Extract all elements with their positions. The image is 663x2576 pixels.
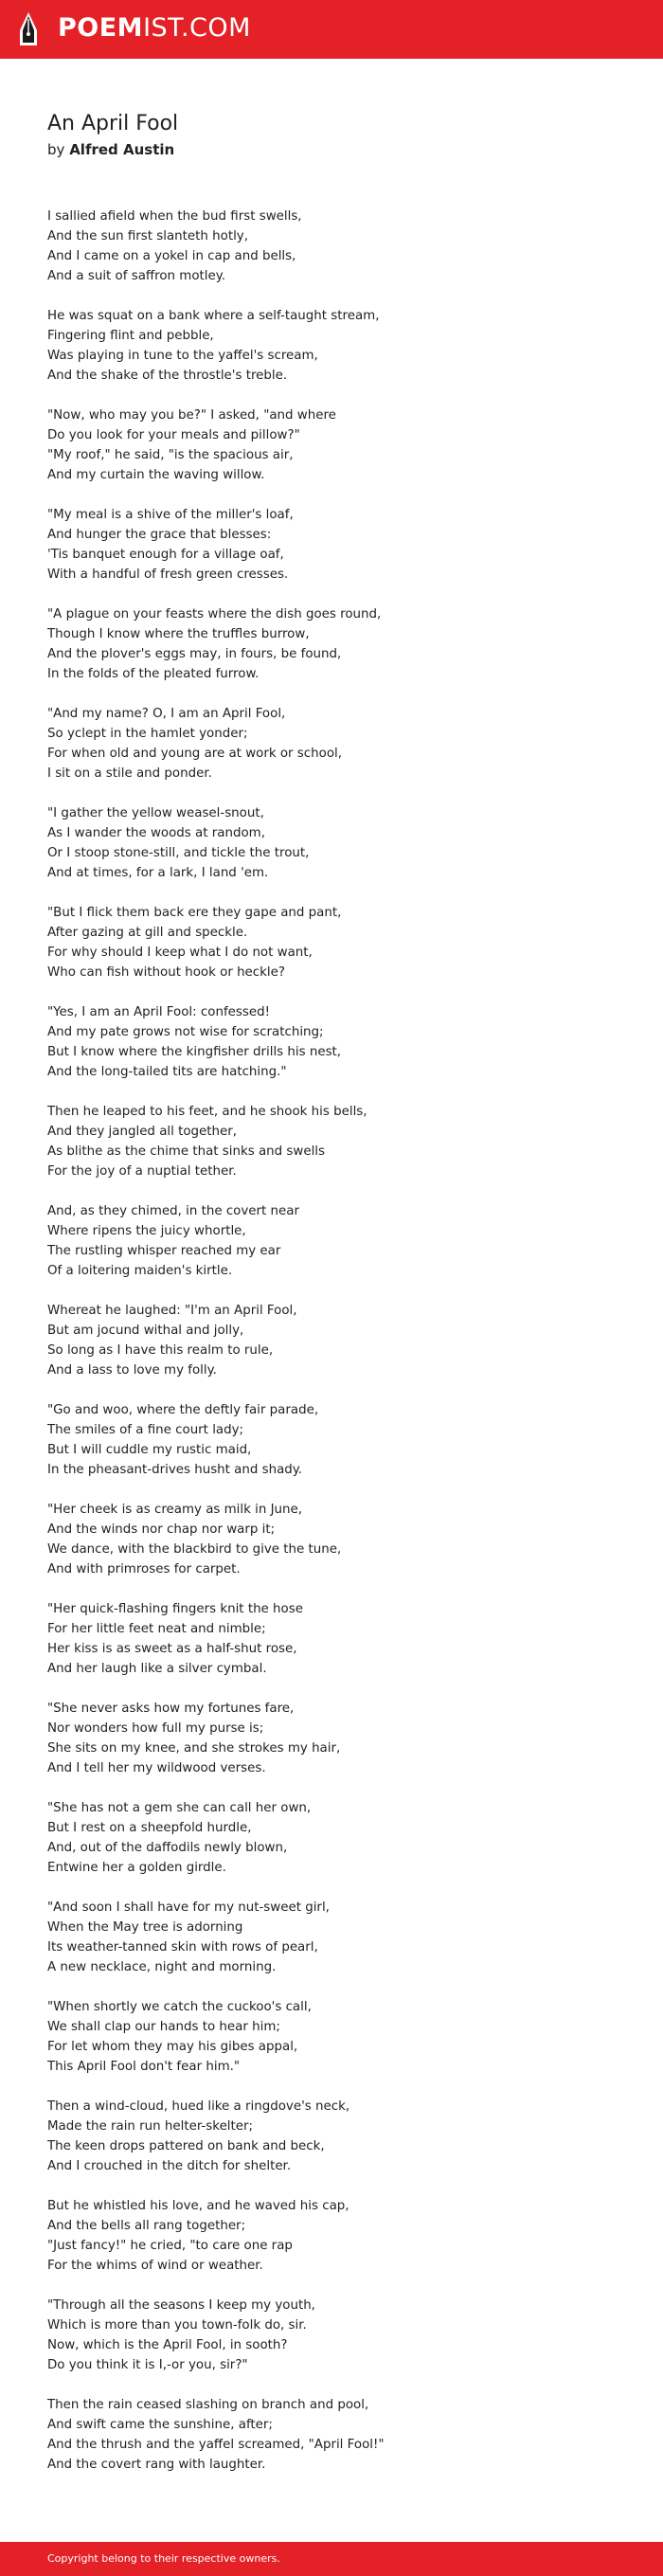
poem-line: "My meal is a shive of the miller's loaf, [47,508,294,522]
poem-stanza [47,1102,616,1181]
poem-line: "Her cheek is as creamy as milk in June, [47,1503,303,1517]
copyright-notice: Copyright belong to their respective owners. [47,2552,280,2565]
poem-line: For the joy of a nuptial tether. [47,1164,237,1179]
poem-line: Made the rain run helter-skelter; [47,2119,254,2134]
poem-stanza [47,1599,616,1679]
poem-line: But I rest on a sheepfold hurdle, [47,1821,252,1835]
poem-line: Though I know where the truffles burrow, [47,627,310,641]
by-label: by [47,141,65,158]
poem-line: A new necklace, night and morning. [47,1960,277,1974]
poem-line: "Yes, I am an April Fool: confessed! [47,1005,270,1019]
poem-title: An April Fool [47,112,179,135]
poem-body [47,207,616,2495]
poem-line: "A plague on your feasts where the dish goes round, [47,607,382,621]
poem-line: Entwine her a golden girdle. [47,1861,226,1875]
poem-line: She sits on my knee, and she strokes my hair, [47,1741,341,1756]
poem-line: And at times, for a lark, I land 'em. [47,866,269,880]
poem-line: And the plover's eggs may, in fours, be found, [47,647,342,661]
quill-pen-icon[interactable] [17,11,40,47]
poem-stanza [47,803,616,883]
poem-line: For when old and young are at work or school, [47,747,342,761]
poem-line: As I wander the woods at random, [47,826,265,840]
poem-stanza [47,903,616,982]
poem-line: For let whom they may his gibes appal, [47,2040,298,2054]
site-header [0,0,663,59]
poem-line: And the thrush and the yaffel screamed, "April Fool!" [47,2438,385,2452]
poem-line: Do you look for your meals and pillow?" [47,428,300,442]
poem-line: And the covert rang with laughter. [47,2458,266,2472]
site-logo[interactable] [58,12,251,45]
poem-line: And they jangled all together, [47,1125,238,1139]
poem-stanza [47,405,616,485]
poem-line: Her kiss is as sweet as a half-shut rose, [47,1642,297,1656]
poem-stanza [47,2196,616,2276]
poem-stanza [47,1699,616,1778]
logo-text-light: IST.COM [143,13,251,43]
poem-line: For why should I keep what I do not want, [47,946,313,960]
poem-line: "Through all the seasons I keep my youth, [47,2298,315,2313]
poem-line: In the folds of the pleated furrow. [47,667,260,681]
poem-line: We dance, with the blackbird to give the tune, [47,1542,342,1557]
poem-line: But am jocund withal and jolly, [47,1324,244,1338]
poem-line: "Now, who may you be?" I asked, "and where [47,408,336,423]
poem-stanza [47,1500,616,1579]
poem-line: "But I flick them back ere they gape and pant, [47,906,342,920]
poem-line: 'Tis banquet enough for a village oaf, [47,548,284,562]
poem-line: And my pate grows not wise for scratching; [47,1025,324,1039]
poem-line: And my curtain the waving willow. [47,468,265,482]
poem-byline [47,140,174,159]
poem-line: Was playing in tune to the yaffel's scream, [47,349,318,363]
poem-line: And a suit of saffron motley. [47,269,225,283]
poem-line: Then he leaped to his feet, and he shook his bells, [47,1105,367,1119]
poem-line: "And soon I shall have for my nut-sweet girl, [47,1900,330,1915]
poem-line: Do you think it is I,-or you, sir?" [47,2358,248,2372]
poem-line: Whereat he laughed: "I'm an April Fool, [47,1304,297,1318]
poem-line: He was squat on a bank where a self-taught stream, [47,309,380,323]
poem-line: "And my name? O, I am an April Fool, [47,707,286,721]
poem-line: And I came on a yokel in cap and bells, [47,249,296,263]
poem-line: In the pheasant-drives husht and shady. [47,1463,303,1477]
poem-stanza [47,1301,616,1380]
poem-line: And the sun first slanteth hotly, [47,229,248,243]
poem-line: But he whistled his love, and he waved his cap, [47,2199,349,2213]
poem-line: Of a loitering maiden's kirtle. [47,1264,233,1278]
poem-line: "Her quick-flashing fingers knit the hose [47,1602,303,1616]
poem-line: Who can fish without hook or heckle? [47,965,285,980]
poem-stanza [47,1798,616,1878]
poem-line: Where ripens the juicy whortle, [47,1224,246,1238]
poem-line: For her little feet neat and nimble; [47,1622,266,1636]
poem-line: And hunger the grace that blesses: [47,528,272,542]
poem-line: With a handful of fresh green cresses. [47,567,289,582]
poem-line: But I know where the kingfisher drills his nest, [47,1045,342,1059]
poem-stanza [47,1997,616,2077]
poem-stanza [47,704,616,784]
poem-line: And I tell her my wildwood verses. [47,1761,266,1775]
poem-stanza [47,604,616,684]
poem-line: "My roof," he said, "is the spacious air, [47,448,294,462]
poem-stanza [47,1002,616,1082]
poem-stanza [47,207,616,286]
site-footer [0,2542,663,2576]
poem-line: And, as they chimed, in the covert near [47,1204,299,1218]
poem-line: Or I stoop stone-still, and tickle the trout, [47,846,310,860]
poem-line: And I crouched in the ditch for shelter. [47,2159,292,2173]
poem-line: And a lass to love my folly. [47,1363,217,1378]
poem-line: "She never asks how my fortunes fare, [47,1702,295,1716]
poem-line: The rustling whisper reached my ear [47,1244,281,1258]
poem-line: So yclept in the hamlet yonder; [47,727,248,741]
poem-line: So long as I have this realm to rule, [47,1343,274,1358]
poem-line: After gazing at gill and speckle. [47,926,248,940]
poem-line: Fingering flint and pebble, [47,329,214,343]
poem-line: Then a wind-cloud, hued like a ringdove's neck, [47,2099,350,2114]
poem-line: The smiles of a fine court lady; [47,1423,244,1437]
poem-line: Which is more than you town-folk do, sir. [47,2318,307,2333]
poem-stanza [47,2296,616,2375]
poem-stanza [47,2395,616,2475]
poem-line: As blithe as the chime that sinks and swells [47,1144,325,1159]
poem-line: "She has not a gem she can call her own, [47,1801,312,1815]
poem-line: And with primroses for carpet. [47,1562,241,1576]
poem-line: "Just fancy!" he cried, "to care one rap [47,2239,293,2253]
poem-line: I sit on a stile and ponder. [47,766,212,781]
poem-line: And the long-tailed tits are hatching." [47,1065,287,1079]
poem-line: "I gather the yellow weasel-snout, [47,806,264,820]
poem-line: And the shake of the throstle's treble. [47,369,288,383]
poem-line: "When shortly we catch the cuckoo's call, [47,2000,312,2014]
poem-line: For the whims of wind or weather. [47,2259,263,2273]
poem-stanza [47,306,616,386]
poem-stanza [47,2097,616,2176]
poem-line: And her laugh like a silver cymbal. [47,1662,267,1676]
poem-line: And the winds nor chap nor warp it; [47,1522,276,1537]
poem-stanza [47,1400,616,1480]
poem-line: Its weather-tanned skin with rows of pearl, [47,1940,318,1955]
poem-line: Nor wonders how full my purse is; [47,1721,264,1736]
poem-line: And swift came the sunshine, after; [47,2418,273,2432]
poem-line: I sallied afield when the bud first swells, [47,209,302,224]
poem-line: This April Fool don't fear him." [47,2060,241,2074]
poem-line: Then the rain ceased slashing on branch and pool, [47,2398,369,2412]
poem-stanza [47,1201,616,1281]
poem-line: Now, which is the April Fool, in sooth? [47,2338,288,2352]
poem-stanza [47,1898,616,1977]
poem-stanza [47,505,616,585]
poem-line: When the May tree is adorning [47,1920,243,1935]
poem-line: But I will cuddle my rustic maid, [47,1443,252,1457]
logo-text-bold: POEM [58,13,144,43]
poem-line: The keen drops pattered on bank and beck, [47,2139,325,2153]
poem-line: We shall clap our hands to hear him; [47,2020,280,2034]
poem-line: "Go and woo, where the deftly fair parade, [47,1403,319,1417]
poem-author: Alfred Austin [69,141,175,158]
poem-line: And the bells all rang together; [47,2219,246,2233]
poem-line: And, out of the daffodils newly blown, [47,1841,288,1855]
